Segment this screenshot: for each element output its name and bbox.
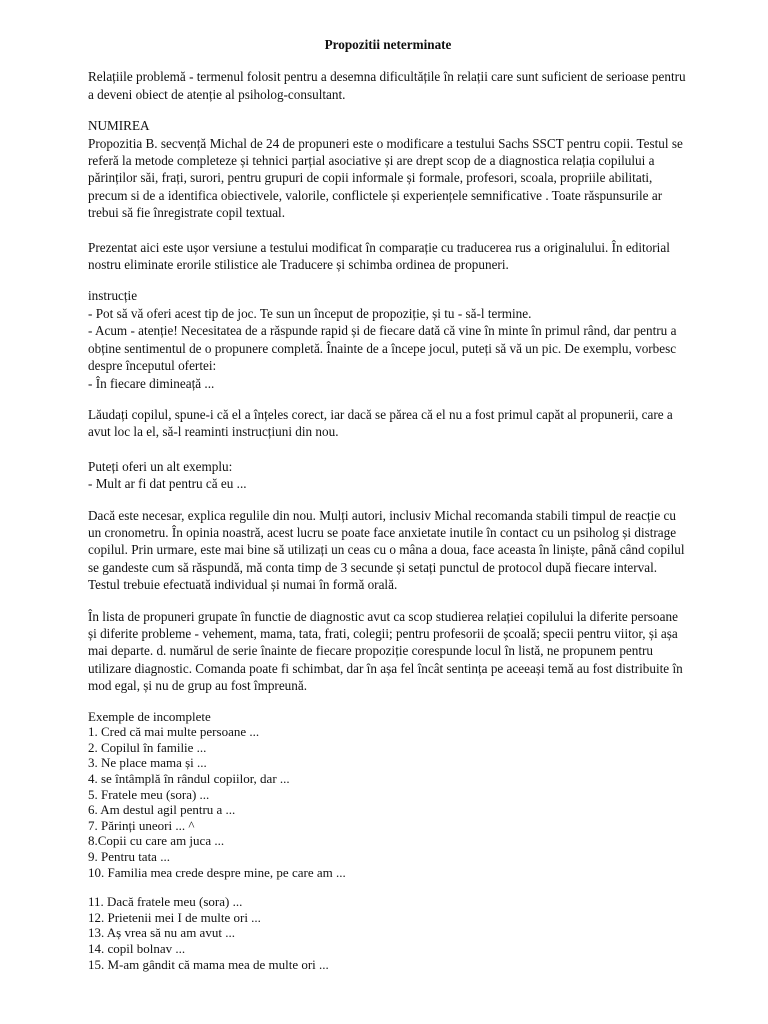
list-item: 8.Copii cu care am juca ...	[88, 833, 225, 849]
list-item: 9. Pentru tata ...	[88, 848, 170, 864]
list-item: 14. copil bolnav ...	[88, 940, 186, 956]
instructie-line-3: - În fiecare dimineață ...	[88, 375, 215, 391]
list-item: 1. Cred că mai multe persoane ...	[88, 724, 260, 740]
list-item: 6. Am destul agil pentru a ...	[88, 802, 236, 818]
instructie-line-1: - Pot să vă oferi acest tip de joc. Te sun un început de propoziție, și tu - să-l termine.	[88, 305, 532, 321]
numirea-paragraph: Propozitia B. secvență Michal de 24 de propuneri este o modificare a testului Sachs SSCT pentru copii. Testul se referă la metode completeze și tehnici parțial asociative și are drept scop de a diagnostica relația copilului a părinților săi, frați, surori, pentru grupuri de copii informale și formale, profesori, scoala, propriile abilitati, precum si de a identifica obiectivele, valorile, conflictele și experiențele semnificative . Toate răspunsurile ar trebui să fie înregistrate copil textual.	[88, 135, 683, 221]
list-item: 12. Prietenii mei I de multe ori ...	[88, 909, 261, 925]
exemple-heading: Exemple de incomplete	[88, 708, 211, 724]
puteti-example: - Mult ar fi dat pentru că eu ...	[88, 476, 247, 492]
document-page	[88, 36, 688, 972]
examples-list-b	[88, 894, 688, 972]
list-item: 5. Fratele meu (sora) ...	[88, 786, 210, 802]
intro-paragraph: Relațiile problemă - termenul folosit pentru a desemna dificultățile în relații care sunt suficient de serioase pentru a deveni obiect de atenție al psiholog-consultant.	[88, 69, 686, 102]
instructie-heading: instrucție	[88, 288, 138, 304]
examples-list-a	[88, 724, 688, 880]
puteti-paragraph: Puteți oferi un alt exemplu:	[88, 458, 233, 474]
lista-paragraph: În lista de propuneri grupate în functie de diagnostic avut ca scop studierea relației copilului la diferite persoane și diferite probleme - vehement, mama, tata, frati, colegii; pentru profesorii de școală; specii pentru viitor, și așa mai departe. d. numărul de serie înainte de fiecare propoziție corespunde locul în listă, ne propunem pentru utilizare diagnostic. Comanda poate fi schimbat, dar în așa fel încât sentința pe aceeași temă au fost distribuite în mod egal, și nu de grup au fost împreună.	[88, 608, 683, 694]
list-item: 15. M-am gândit că mama mea de multe ori ...	[88, 956, 329, 972]
list-item: 13. Aș vrea să nu am avut ...	[88, 925, 235, 941]
laudati-paragraph: Lăudați copilul, spune-i că el a înțeles corect, iar dacă se părea că el nu a fost primul capăt al propunerii, care a avut loc la el, să-l reaminti instrucțiuni din nou.	[88, 406, 673, 440]
list-item: 11. Dacă fratele meu (sora) ...	[88, 894, 243, 910]
daca-paragraph: Dacă este necesar, explica regulile din nou. Mulți autori, inclusiv Michal recomanda stabili timpul de reacție cu un cronometru. În opinia noastră, acest lucru se poate face anxietate inutile în contact cu un psiholog și distrage copilul. Prin urmare, este mai bine să utilizați un ceas cu o mâna a doua, face aceasta în liniște, până când copilul se gandeste cum să răspundă, mă conta timp de 3 secunde și setați punctul de protocol după fiecare interval. Testul trebuie efectuată individual și numai în formă orală.	[88, 507, 685, 593]
document-title: Propozitii neterminate	[324, 37, 452, 52]
prezentat-paragraph: Prezentat aici este ușor versiune a testului modificat în comparație cu traducerea rus a originalului. În editorial nostru eliminate erorile stilistice ale Traducere și schimba ordinea de propuneri.	[88, 239, 670, 273]
section-heading-numirea: NUMIREA	[88, 118, 150, 134]
list-item: 2. Copilul în familie ...	[88, 739, 207, 755]
list-item: 7. Părinți uneori ... ^	[88, 817, 195, 833]
list-item: 3. Ne place mama și ...	[88, 755, 207, 771]
list-item: 10. Familia mea crede despre mine, pe care am ...	[88, 864, 346, 880]
list-item: 4. se întâmplă în rândul copiilor, dar ...	[88, 770, 290, 786]
instructie-line-2: - Acum - atenție! Necesitatea de a răspunde rapid și de fiecare dată că vine în minte în primul rând, dar pentru a obține sentimentul de o propunere completă. Înainte de a începe jocul, puteți să vă un pic. De exemplu, vorbesc despre începutul ofertei:	[88, 323, 677, 374]
